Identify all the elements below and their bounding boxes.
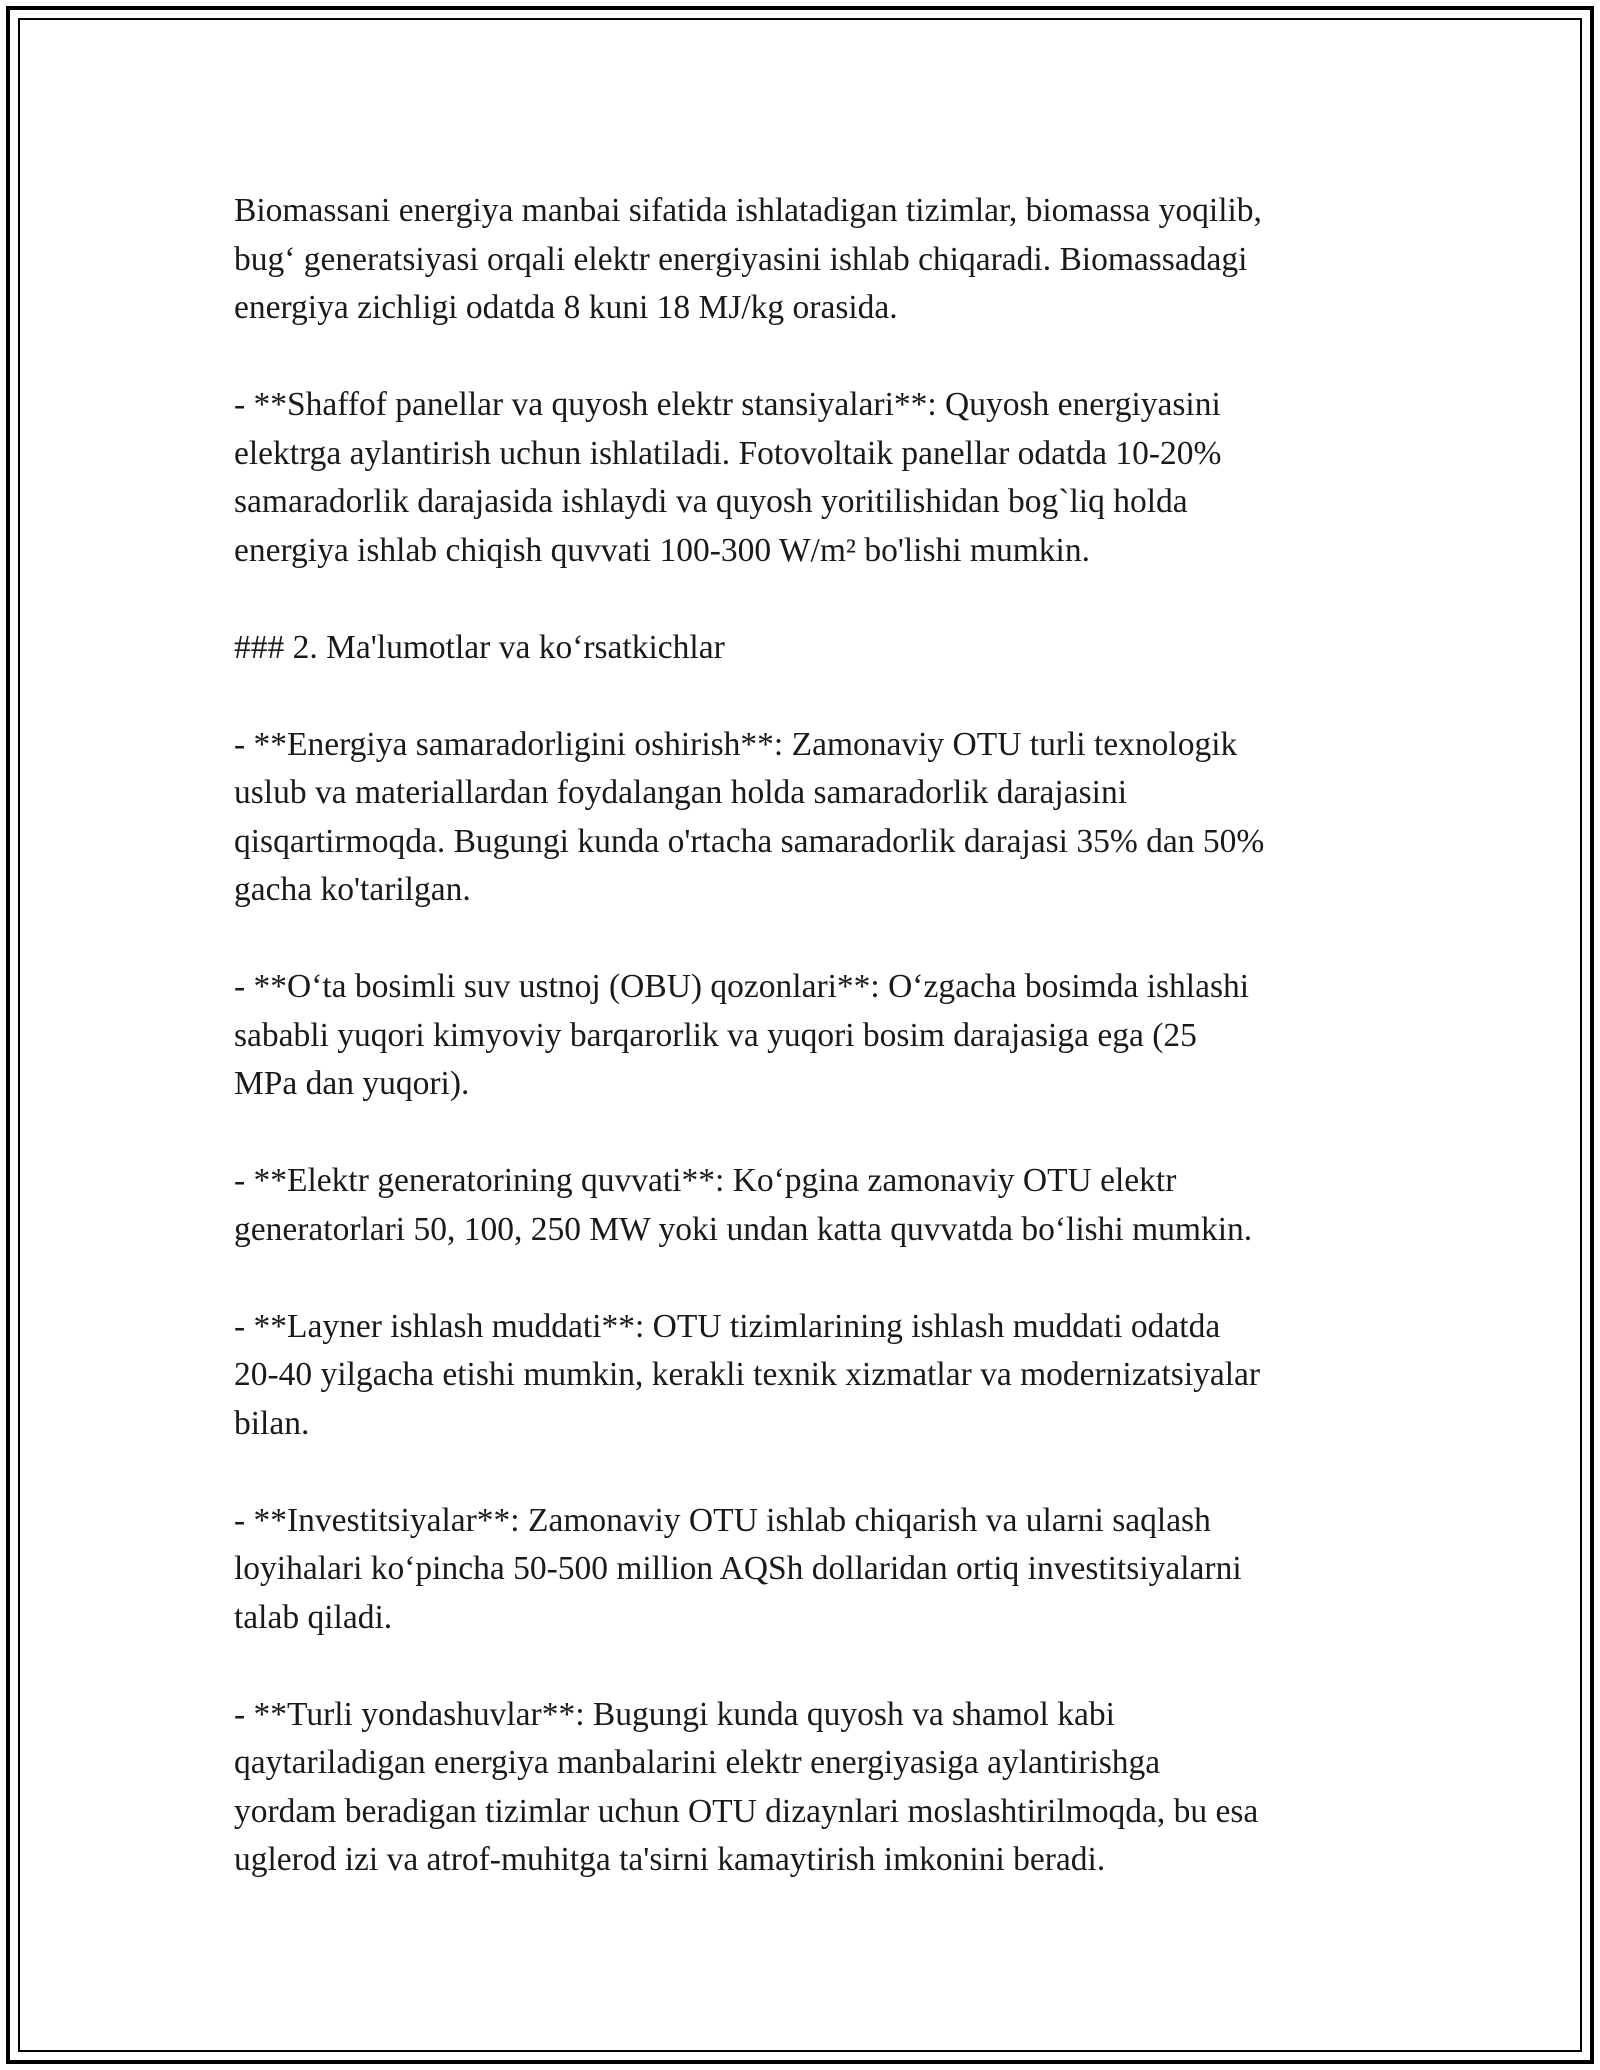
paragraph-biomass: Biomassani energiya manbai sifatida ishlatadigan tizimlar, biomassa yoqilib, bug‘ generatsiyasi orqali elektr energiyasini ishlab chiqaradi. Biomassadagi energiya zichligi odatda 8 kuni 18 MJ/kg orasida. [234,192,1262,326]
paragraph-high-pressure-boilers: - **O‘ta bosimli suv ustnoj (OBU) qozonlari**: O‘zgacha bosimda ishlashi sababli yuqori kimyoviy barqarorlik va yuqori bosim darajasiga ega (25 MPa dan yuqori). [234,968,1250,1102]
document-body [234,187,1384,1885]
paragraph-investments: - **Investitsiyalar**: Zamonaviy OTU ishlab chiqarish va ularni saqlash loyihalari ko‘pincha 50-500 million AQSh dollaridan ortiq investitsiyalarni talab qiladi. [234,1501,1242,1636]
paragraph-approaches: - **Turli yondashuvlar**: Bugungi kunda quyosh va shamol kabi qaytariladigan energiya manbalarini elektr energiyasiga aylantirishga yordam beradigan tizimlar uchun OTU dizaynlari moslashtirilmoqda, bu esa uglerod izi va atrof-muhitga ta'sirni kamaytirish imkonini beradi. [234,1695,1259,1878]
paragraph-generator-power: - **Elektr generatorining quvvati**: Ko‘pgina zamonaviy OTU elektr generatorlari 50, 100, 250 MW yoki undan katta quvvatda bo‘lishi mumkin. [234,1162,1253,1248]
paragraph-energy-efficiency: - **Energiya samaradorligini oshirish**: Zamonaviy OTU turli texnologik uslub va materiallardan foydalangan holda samaradorlik darajasini qisqartirmoqda. Bugungi kunda o'rtacha samaradorlik darajasi 35% dan 50% gacha ko'tarilgan. [234,725,1265,908]
section-heading: ### 2. Ma'lumotlar va ko‘rsatkichlar [234,628,725,666]
paragraph-solar-panels: - **Shaffof panellar va quyosh elektr stansiyalari**: Quyosh energiyasini elektrga aylantirish uchun ishlatiladi. Fotovoltaik panellar odatda 10-20% samaradorlik darajasida ishlaydi va quyosh yoritilishidan bog`liq holda energiya ishlab chiqish quvvati 100-300 W/m² bo'lishi mumkin. [234,386,1222,569]
paragraph-service-life: - **Layner ishlash muddati**: OTU tizimlarining ishlash muddati odatda 20-40 yilgacha etishi mumkin, kerakli texnik xizmatlar va modernizatsiyalar bilan. [234,1307,1261,1442]
